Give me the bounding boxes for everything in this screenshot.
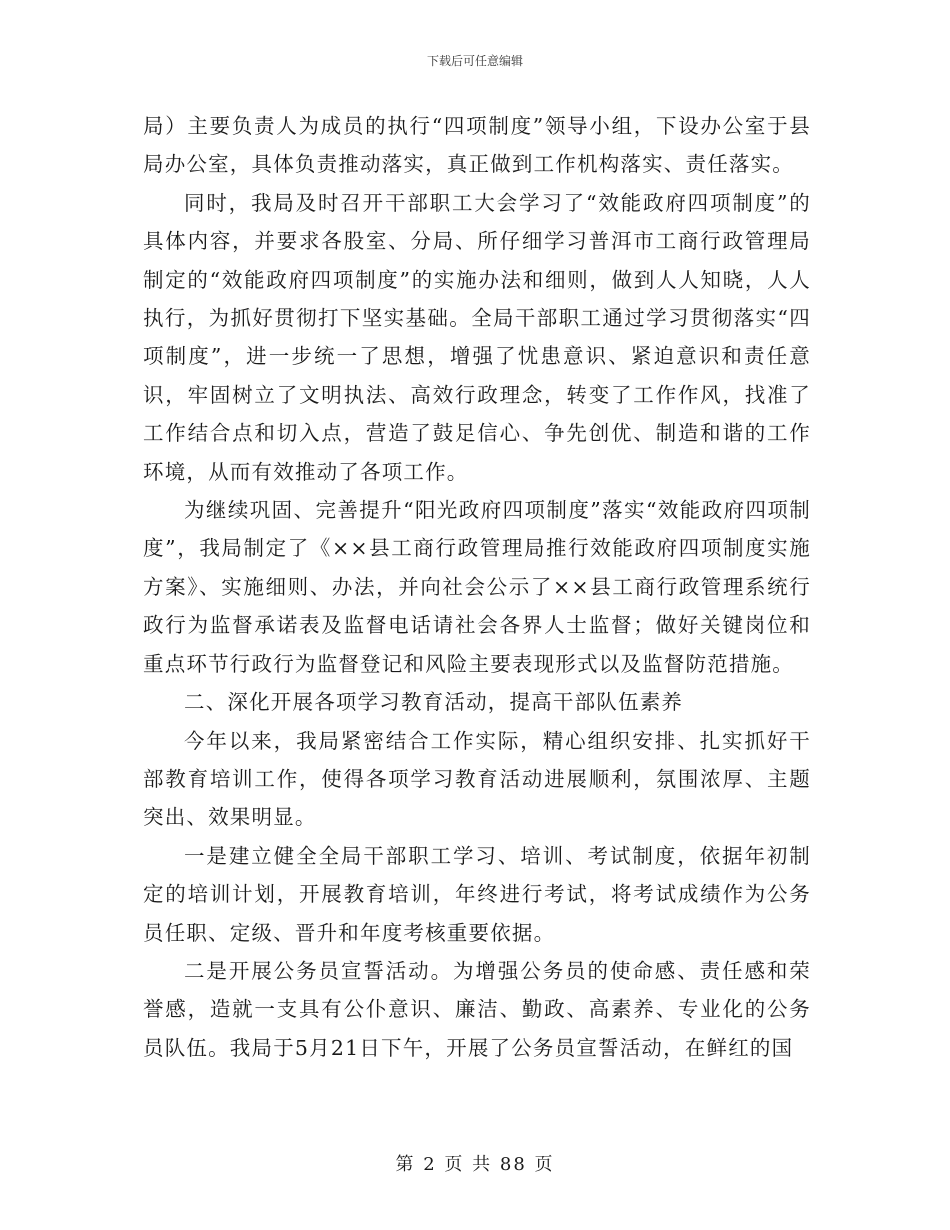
paragraph: 二是开展公务员宣誓活动。为增强公务员的使命感、责任感和荣誉感，造就一支具有公仆意识、廉洁、勤政、高素养、专业化的公务员队伍。我局于5月21日下午，开展了公务员宣誓活动，在鲜红的国 xyxy=(143,958,811,1060)
paragraph: 同时，我局及时召开干部职工大会学习了“效能政府四项制度”的具体内容，并要求各股室、分局、所仔细学习普洱市工商行政管理局制定的“效能政府四项制度”的实施办法和细则，做到人人知晓，人人执行，为抓好贯彻打下坚实基础。全局干部职工通过学习贯彻落实“四项制度”，进一步统一了思想，增强了忧患意识、紧迫意识和责任意识，牢固树立了文明执法、高效行政理念，转变了工作作风，找准了工作结合点和切入点，营造了鼓足信心、争先创优、制造和谐的工作环境，从而有效推动了各项工作。 xyxy=(143,190,811,484)
section-heading: 二、深化开展各项学习教育活动，提高干部队伍素养 xyxy=(184,690,684,715)
footer-suffix: 页 xyxy=(534,1154,555,1175)
page-footer xyxy=(0,1150,950,1176)
paragraph: 今年以来，我局紧密结合工作实际，精心组织安排、扎实抓好干部教育培训工作，使得各项学习教育活动进展顺利，氛围浓厚、主题突出、效果明显。 xyxy=(143,728,811,830)
footer-total-pages: 88 xyxy=(499,1154,527,1175)
body-text xyxy=(143,107,811,1067)
footer-middle: 页 共 xyxy=(444,1154,493,1175)
paragraph: 一是建立健全全局干部职工学习、培训、考试制度，依据年初制定的培训计划，开展教育培训，年终进行考试，将考试成绩作为公务员任职、定级、晋升和年度考核重要依据。 xyxy=(143,843,811,945)
footer-prefix: 第 xyxy=(395,1154,416,1175)
paragraph: 为继续巩固、完善提升“阳光政府四项制度”落实“效能政府四项制度”，我局制定了《××县工商行政管理局推行效能政府四项制度实施方案》、实施细则、办法，并向社会公示了××县工商行政管理系统行政行为监督承诺表及监督电话请社会各界人士监督；做好关键岗位和重点环节行政行为监督登记和风险主要表现形式以及监督防范措施。 xyxy=(143,498,811,676)
header-note: 下载后可任意编辑 xyxy=(426,54,523,68)
footer-page-number: 2 xyxy=(423,1154,437,1175)
paragraph-continued: 局）主要负责人为成员的执行“四项制度”领导小组，下设办公室于县局办公室，具体负责推动落实，真正做到工作机构落实、责任落实。 xyxy=(143,114,811,177)
